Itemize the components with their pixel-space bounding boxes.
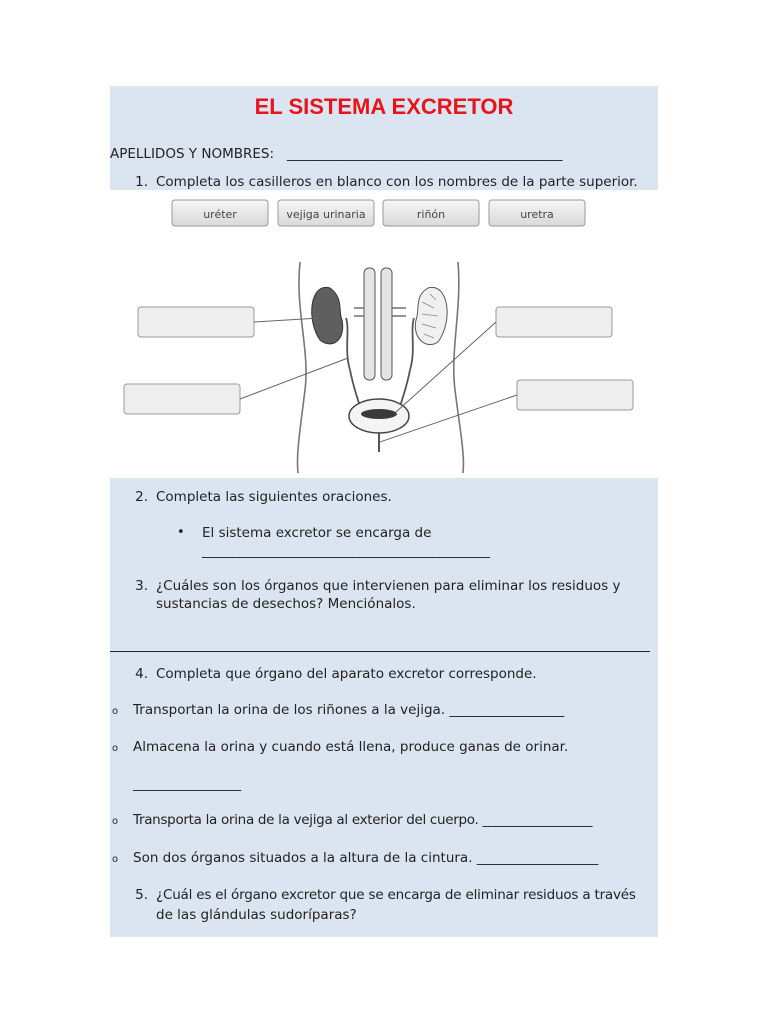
q2-bullet: • [177, 525, 185, 540]
q4-item4: Son dos órganos situados a la altura de la cintura. __________________ [133, 850, 599, 866]
q2-text: Completa las siguientes oraciones. [156, 489, 392, 505]
vena-cava [364, 268, 375, 380]
q2-number: 2. [135, 489, 148, 505]
word-bank-vejiga[interactable] [278, 200, 374, 226]
q4-item3: Transporta la orina de la vejiga al exterior del cuerpo. _________________ [133, 812, 593, 828]
bladder-inner [361, 409, 397, 419]
q3-line2: sustancias de desechos? Menciónalos. [156, 596, 416, 612]
body-outline-right [454, 262, 464, 473]
word-bank-uretra[interactable] [489, 200, 585, 226]
q4-item1: Transportan la orina de los riñones a la vejiga. _________________ [133, 702, 565, 718]
ureter-left [346, 318, 362, 412]
word-bank-vejiga-label: vejiga urinaria [286, 208, 366, 221]
q4-item2-blank[interactable]: ________________ [133, 776, 241, 792]
q3-answer-line[interactable] [110, 651, 650, 652]
word-bank-ureter-label: uréter [203, 208, 237, 221]
body-outline-left [297, 262, 306, 473]
answer-box-1[interactable] [138, 307, 254, 337]
kidney-left [312, 287, 343, 344]
q4-item4-marker: o [112, 854, 119, 865]
answer-box-4[interactable] [517, 380, 633, 410]
q5-line1: ¿Cuál es el órgano excretor que se encarga de eliminar residuos a través [156, 887, 636, 903]
q5-number: 5. [135, 887, 148, 903]
word-bank-rinon-label: riñón [416, 208, 446, 221]
q2-bullet-text: El sistema excretor se encarga de [202, 525, 432, 541]
q1-text: Completa los casilleros en blanco con los nombres de la parte superior. [156, 174, 638, 190]
name-label: APELLIDOS Y NOMBRES: [110, 146, 275, 162]
word-bank-rinon[interactable] [383, 200, 479, 226]
name-blank[interactable]: ____________________________________________ [287, 146, 562, 162]
answer-box-2[interactable] [124, 384, 240, 414]
kidney-right [415, 287, 447, 344]
q4-item2: Almacena la orina y cuando está llena, produce ganas de orinar. [133, 739, 569, 755]
q5-line2: de las glándulas sudoríparas? [156, 907, 357, 923]
word-bank-ureter[interactable] [172, 200, 268, 226]
aorta [381, 268, 392, 380]
q2-blank[interactable]: ______________________________________________ [202, 543, 490, 559]
q4-text: Completa que órgano del aparato excretor corresponde. [156, 666, 537, 682]
page-title: EL SISTEMA EXCRETOR [254, 94, 514, 119]
word-bank-uretra-label: uretra [520, 208, 554, 221]
q3-number: 3. [135, 578, 148, 594]
leader-line-1 [254, 318, 320, 322]
q4-item3-marker: o [112, 816, 119, 827]
excretory-diagram [110, 190, 658, 478]
q1-number: 1. [135, 174, 148, 190]
q4-item2-marker: o [112, 743, 119, 754]
leader-line-2 [240, 358, 348, 399]
q4-item1-marker: o [112, 706, 119, 717]
q4-number: 4. [135, 666, 148, 682]
q3-line1: ¿Cuáles son los órganos que intervienen para eliminar los residuos y [156, 578, 621, 594]
answer-box-3[interactable] [496, 307, 612, 337]
